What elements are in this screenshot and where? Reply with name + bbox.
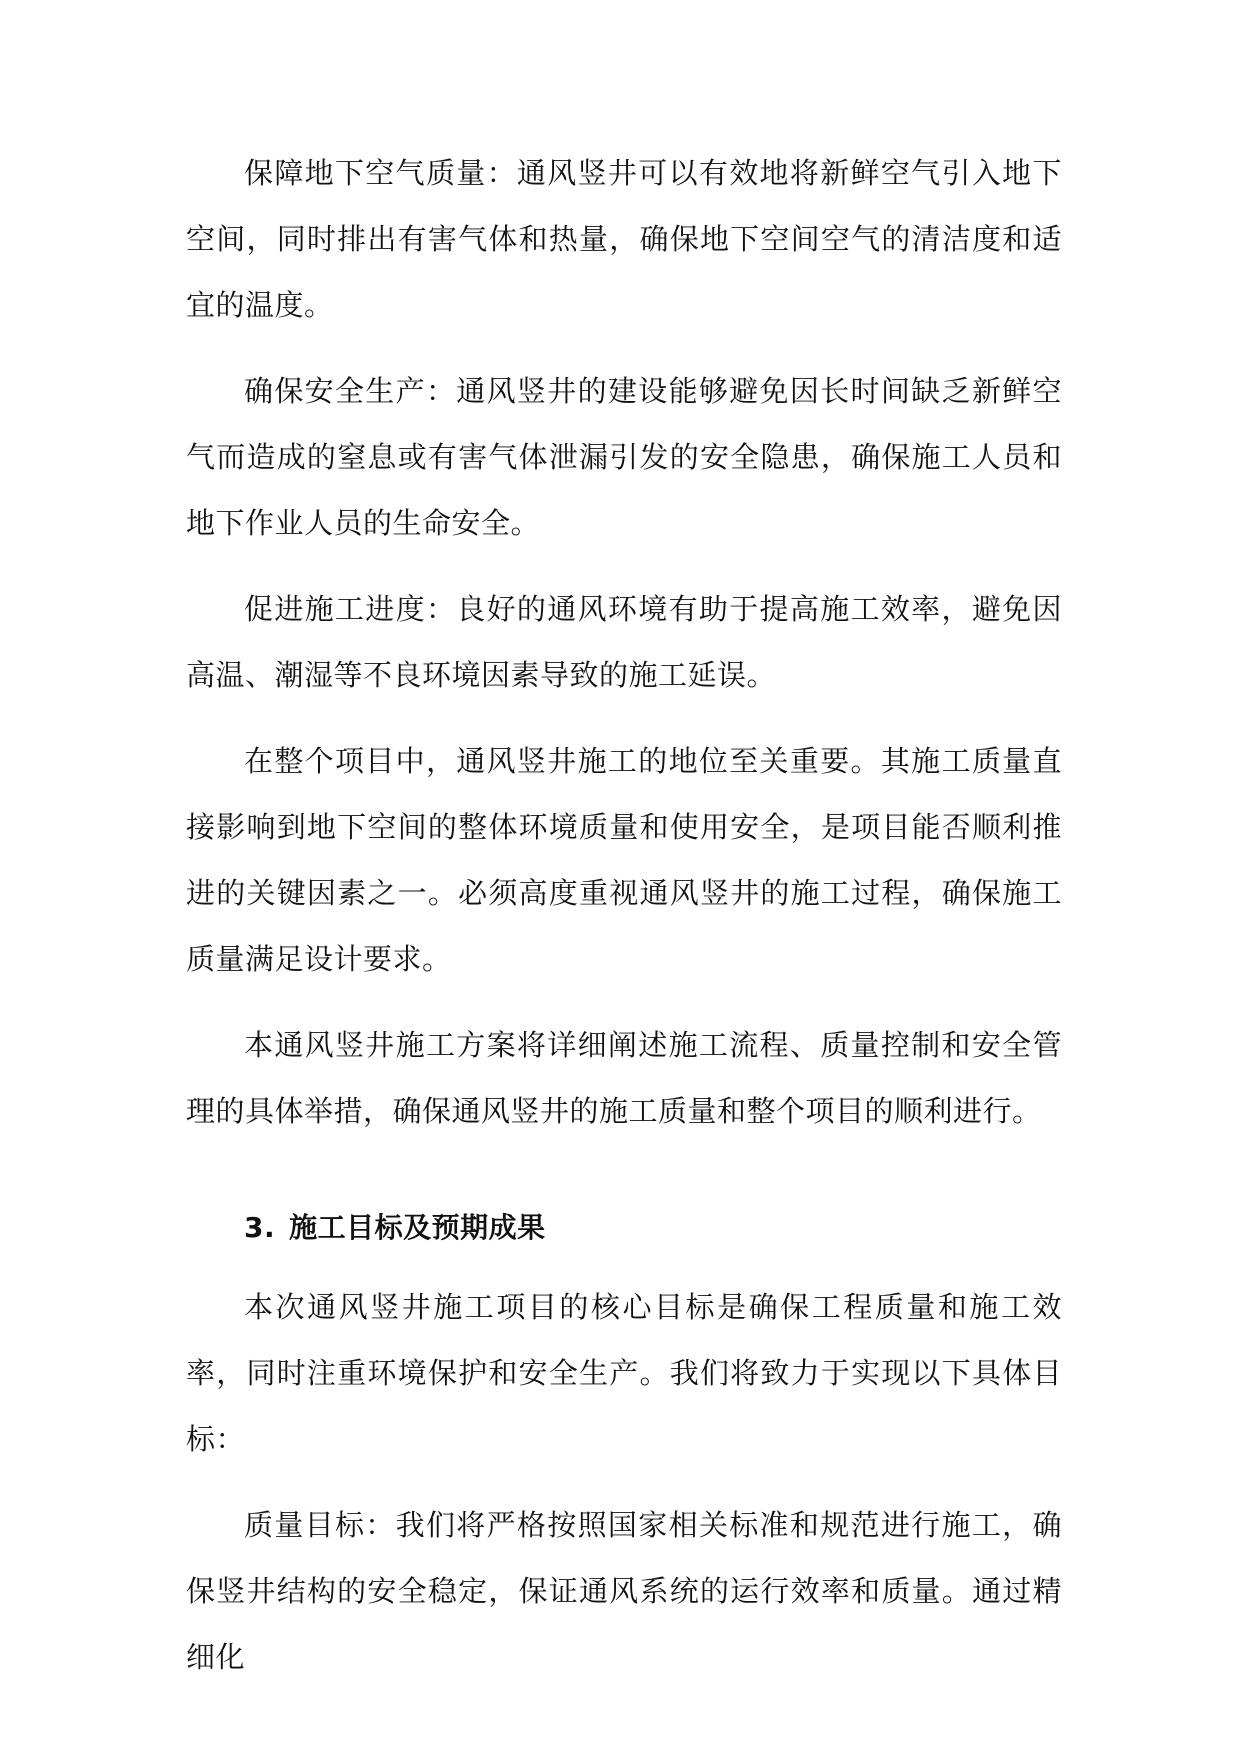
- section-number: 3.: [244, 1211, 276, 1244]
- paragraph-construction-progress: 促进施工进度：良好的通风环境有助于提高施工效率，避免因高温、潮湿等不良环境因素导致的施工延误。: [186, 592, 1062, 692]
- section-heading: [186, 1198, 1062, 1258]
- section-title: 施工目标及预期成果: [289, 1211, 546, 1244]
- paragraph-plan-overview: 本通风竖井施工方案将详细阐述施工流程、质量控制和安全管理的具体举措，确保通风竖井的施工质量和整个项目的顺利进行。: [186, 1028, 1062, 1128]
- paragraph-core-goals: 本次通风竖井施工项目的核心目标是确保工程质量和施工效率，同时注重环境保护和安全生产。我们将致力于实现以下具体目标：: [186, 1290, 1062, 1456]
- paragraph-importance: 在整个项目中，通风竖井施工的地位至关重要。其施工质量直接影响到地下空间的整体环境质量和使用安全，是项目能否顺利推进的关键因素之一。必须高度重视通风竖井的施工过程，确保施工质量满足设计要求。: [186, 744, 1062, 976]
- document-body: [186, 140, 1062, 1710]
- paragraph-safety-production: 确保安全生产：通风竖井的建设能够避免因长时间缺乏新鲜空气而造成的窒息或有害气体泄漏引发的安全隐患，确保施工人员和地下作业人员的生命安全。: [186, 374, 1062, 540]
- paragraph-quality-goal: 质量目标：我们将严格按照国家相关标准和规范进行施工，确保竖井结构的安全稳定，保证通风系统的运行效率和质量。通过精细化: [186, 1508, 1062, 1674]
- paragraph-air-quality: 保障地下空气质量：通风竖井可以有效地将新鲜空气引入地下空间，同时排出有害气体和热量，确保地下空间空气的清洁度和适宜的温度。: [186, 156, 1062, 322]
